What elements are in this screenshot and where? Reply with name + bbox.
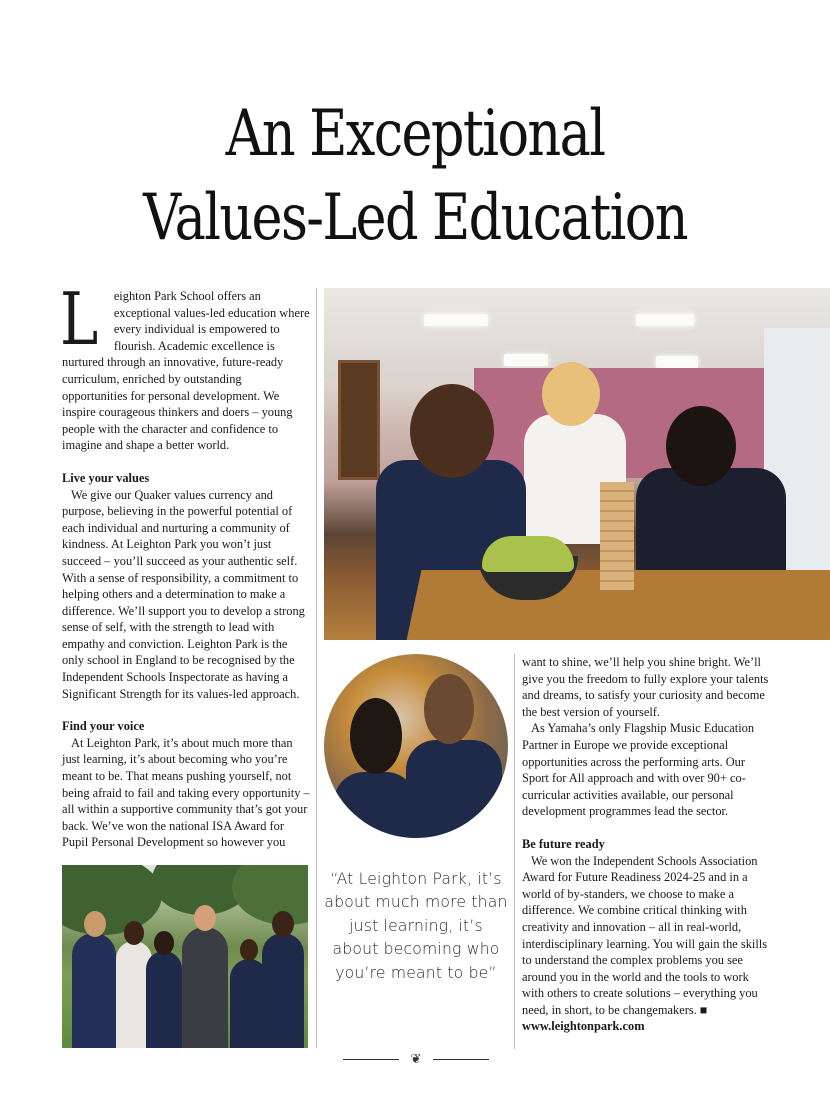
left-column: [60, 277, 310, 851]
ceiling-light: [656, 356, 698, 368]
title-line-1: An Exceptional: [225, 97, 605, 171]
ornament-divider: [343, 1053, 489, 1067]
website-link[interactable]: www.leightonpark.com: [522, 1019, 645, 1034]
heading-live-your-values: Live your values: [62, 470, 150, 485]
students-portrait-photo: [324, 654, 508, 838]
grapes: [482, 536, 574, 572]
drop-cap: L: [60, 277, 99, 361]
heading-be-future-ready: Be future ready: [522, 836, 605, 851]
values-paragraph: We give our Quaker values currency and purpose, believing in the powerful potential of each individual and nurturing a community of kindness. At Leighton Park you won’t just succeed – you’ll succeed as your authentic self. With a sense of responsibility, a commitment to helping others and a determination to make a difference. We’ll support you to develop a strong sense of self, with the strength to lead with empathy and conviction. Leighton Park is the only school in England to be recognised by the Independent Schools Inspectorate as having a Significant Strength for its values-led approach.: [62, 487, 305, 701]
right-column: [522, 654, 770, 1035]
intro-text: eighton Park School offers an exceptional values-led education where every individual is empowered to flourish. Academic excellence is nurtured through an innovative, future-ready curriculum, enriched by outstanding opportunities for personal development. We inspire courageous thinkers and doers – young people with the character and confidence to imagine and shape a better world.: [62, 289, 310, 453]
classroom-photo: [324, 288, 830, 640]
pull-quote: “At Leighton Park, it’s about much more than just learning, it’s about becoming who you’re meant to be”: [324, 870, 508, 982]
future-paragraph: We won the Independent Schools Association Award for Future Readiness 2024-25 and in a world of by-standers, we choose to make a difference. We combine critical thinking with creativity and innovation – all in real-world, interdisciplinary learning. You will gain the skills to understand the complex problems you see around you in the world and the tools to work with others to create solutions – everything you need, in short, to be changemakers. ■: [522, 853, 768, 1017]
page-title: [75, 92, 756, 260]
tree: [62, 865, 162, 935]
fleuron-icon: ❦: [410, 1051, 422, 1066]
heading-find-your-voice: Find your voice: [62, 719, 145, 734]
ceiling-light: [424, 314, 488, 326]
voice-paragraph: At Leighton Park, it’s about much more than just learning, it’s about becoming who you’re meant to be. That means pushing yourself, not being afraid to fail and taking every opportunity – all within a supportive community that’s got your back. We’ve won the national ISA Award for Pupil Personal Development so however you: [62, 735, 310, 850]
window: [338, 360, 380, 480]
ceiling-light: [636, 314, 694, 326]
group-photo: [62, 865, 308, 1048]
ornament-line: [433, 1059, 489, 1060]
voice-continued-paragraph: want to shine, we’ll help you shine bright. We’ll give you the freedom to fully explore your talents and dreams, to satisfy your curiosity and become the best version of yourself.: [522, 655, 769, 719]
ornament-line: [343, 1059, 399, 1060]
jenga-tower: [600, 482, 634, 590]
column-divider-left: [316, 288, 317, 1048]
intro-paragraph: [60, 277, 310, 454]
tree: [232, 865, 308, 925]
column-divider-right: [514, 654, 515, 1049]
yamaha-paragraph: As Yamaha’s only Flagship Music Education Partner in Europe we provide exceptional opportunities across the performing arts. Our Sport for All approach and with over 90+ co-curricular activities available, our personal development programmes lead the sector.: [522, 721, 755, 819]
title-line-2: Values-Led Education: [143, 181, 687, 255]
ceiling-light: [504, 354, 548, 366]
